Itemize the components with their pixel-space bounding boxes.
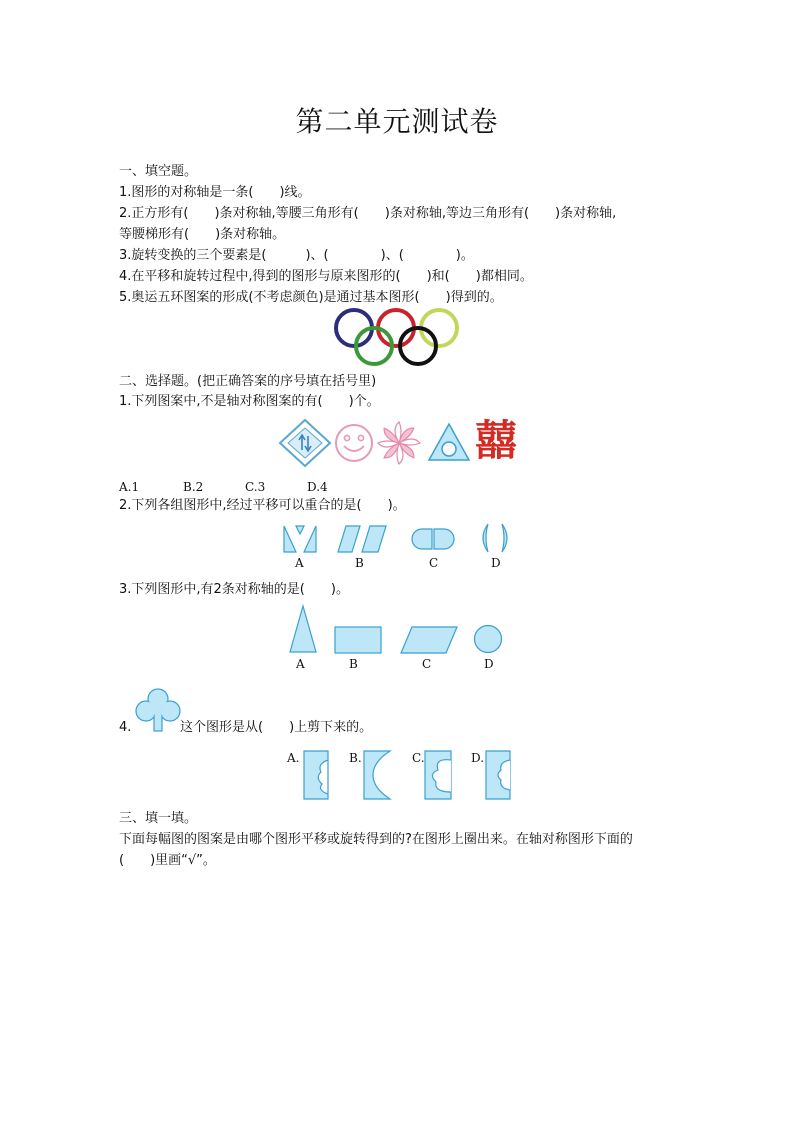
section1-heading: 一、填空题。 [119, 164, 198, 179]
pinwheel-pattern [376, 420, 422, 466]
s1-question-5: 5.奥运五环图案的形成(不考虑颜色)是通过基本图形( )得到的。 [119, 290, 503, 305]
s1-question-2a: 2.正方形有( )条对称轴,等腰三角形有( )条对称轴,等边三角形有( )条对称轴, [119, 206, 617, 221]
q4-cutout-b [363, 750, 391, 800]
double-happiness-pattern: 囍 [474, 416, 517, 465]
diamond-arrows-pattern [278, 418, 332, 468]
s1-question-1: 1.图形的对称轴是一条( )线。 [119, 185, 311, 200]
s2-question-4-text: 这个图形是从( )上剪下来的。 [180, 720, 373, 735]
q4-label-c: C. [412, 751, 425, 765]
s2-q1-option-b: B.2 [183, 480, 204, 494]
q3-circle [473, 624, 503, 654]
q4-label-a: A. [287, 751, 300, 765]
q3-parallelogram [400, 626, 458, 654]
page-title: 第二单元测试卷 [295, 105, 499, 138]
q2-shape-b [336, 524, 388, 554]
s2-question-1: 1.下列图案中,不是轴对称图案的有( )个。 [119, 394, 380, 409]
s3-instruction-line2: ( )里画“√”。 [119, 853, 216, 868]
section3-heading: 三、填一填。 [119, 811, 198, 826]
s3-instruction-line1: 下面每幅图的图案是由哪个图形平移或旋转得到的?在图形上圈出来。在轴对称图形下面的 [119, 832, 633, 847]
s2-q1-option-d: D.4 [307, 480, 328, 494]
q3-label-a: A [296, 657, 305, 671]
olympic-rings-figure [330, 306, 470, 370]
s2-question-4-number: 4. [119, 720, 132, 735]
q2-label-c: C [429, 556, 439, 570]
s1-question-3: 3.旋转变换的三个要素是( )、( )、( )。 [119, 248, 474, 263]
q4-cutout-c [424, 750, 452, 800]
q2-label-b: B [355, 556, 364, 570]
q2-shape-c [410, 528, 456, 550]
q2-label-a: A [295, 556, 304, 570]
q2-label-d: D [491, 556, 501, 570]
q4-label-b: B. [349, 751, 362, 765]
q2-shape-a [283, 524, 317, 554]
q3-label-b: B [349, 657, 358, 671]
s2-q1-option-a: A.1 [119, 480, 140, 494]
triangle-circle-pattern [427, 422, 471, 462]
q2-shape-d [478, 522, 512, 554]
s1-question-4: 4.在平移和旋转过程中,得到的图形与原来图形的( )和( )都相同。 [119, 269, 533, 284]
smiley-face-pattern [334, 423, 374, 463]
section2-heading: 二、选择题。(把正确答案的序号填在括号里) [119, 374, 377, 389]
ring-red [378, 310, 414, 346]
s2-question-3: 3.下列图形中,有2条对称轴的是( )。 [119, 582, 349, 597]
q3-label-c: C [422, 657, 432, 671]
q3-rectangle [334, 626, 382, 654]
s2-q1-option-c: C.3 [245, 480, 266, 494]
s2-question-2: 2.下列各组图形中,经过平移可以重合的是( )。 [119, 498, 406, 513]
clover-shape [134, 687, 182, 733]
q4-cutout-d [485, 750, 511, 800]
s1-question-2b: 等腰梯形有( )条对称轴。 [119, 227, 286, 242]
q4-label-d: D. [471, 751, 485, 765]
q3-label-d: D [484, 657, 494, 671]
q4-cutout-a [303, 750, 329, 800]
q3-triangle [288, 604, 318, 654]
